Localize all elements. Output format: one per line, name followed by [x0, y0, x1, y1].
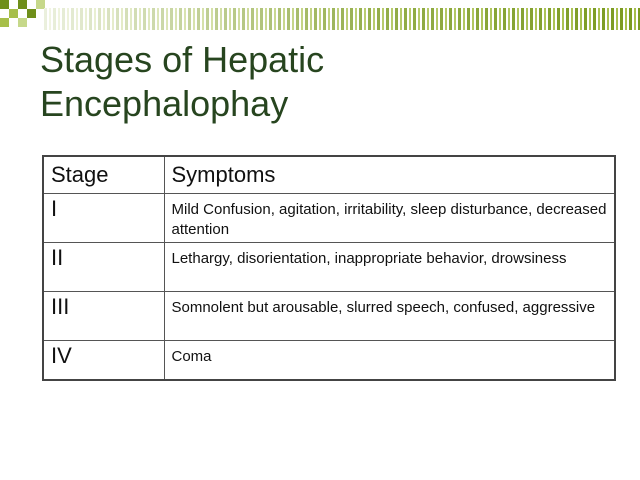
- header-symptoms: Symptoms: [164, 156, 615, 194]
- decorative-squares-icon: [0, 0, 50, 36]
- header-stripe-fade: [44, 8, 640, 30]
- stages-table: [42, 155, 616, 381]
- symptoms-cell: Lethargy, disorientation, inappropriate behavior, drowsiness: [164, 243, 615, 292]
- stage-cell: I: [43, 194, 164, 243]
- slide-title-line-1: Stages of Hepatic: [40, 39, 325, 80]
- slide-title: [40, 38, 600, 126]
- slide-title-line-2: Encephalophay: [40, 83, 289, 124]
- stage-cell: II: [43, 243, 164, 292]
- symptoms-cell: Somnolent but arousable, slurred speech, confused, aggressive: [164, 292, 615, 341]
- table-row: [43, 243, 615, 292]
- symptoms-cell: Coma: [164, 341, 615, 380]
- symptoms-cell: Mild Confusion, agitation, irritability, sleep disturbance, decreased attention: [164, 194, 615, 243]
- table-row: [43, 194, 615, 243]
- table-row: [43, 341, 615, 380]
- stage-cell: IV: [43, 341, 164, 380]
- stage-cell: III: [43, 292, 164, 341]
- header-stage: Stage: [43, 156, 164, 194]
- table-row: [43, 292, 615, 341]
- table-header-row: [43, 156, 615, 194]
